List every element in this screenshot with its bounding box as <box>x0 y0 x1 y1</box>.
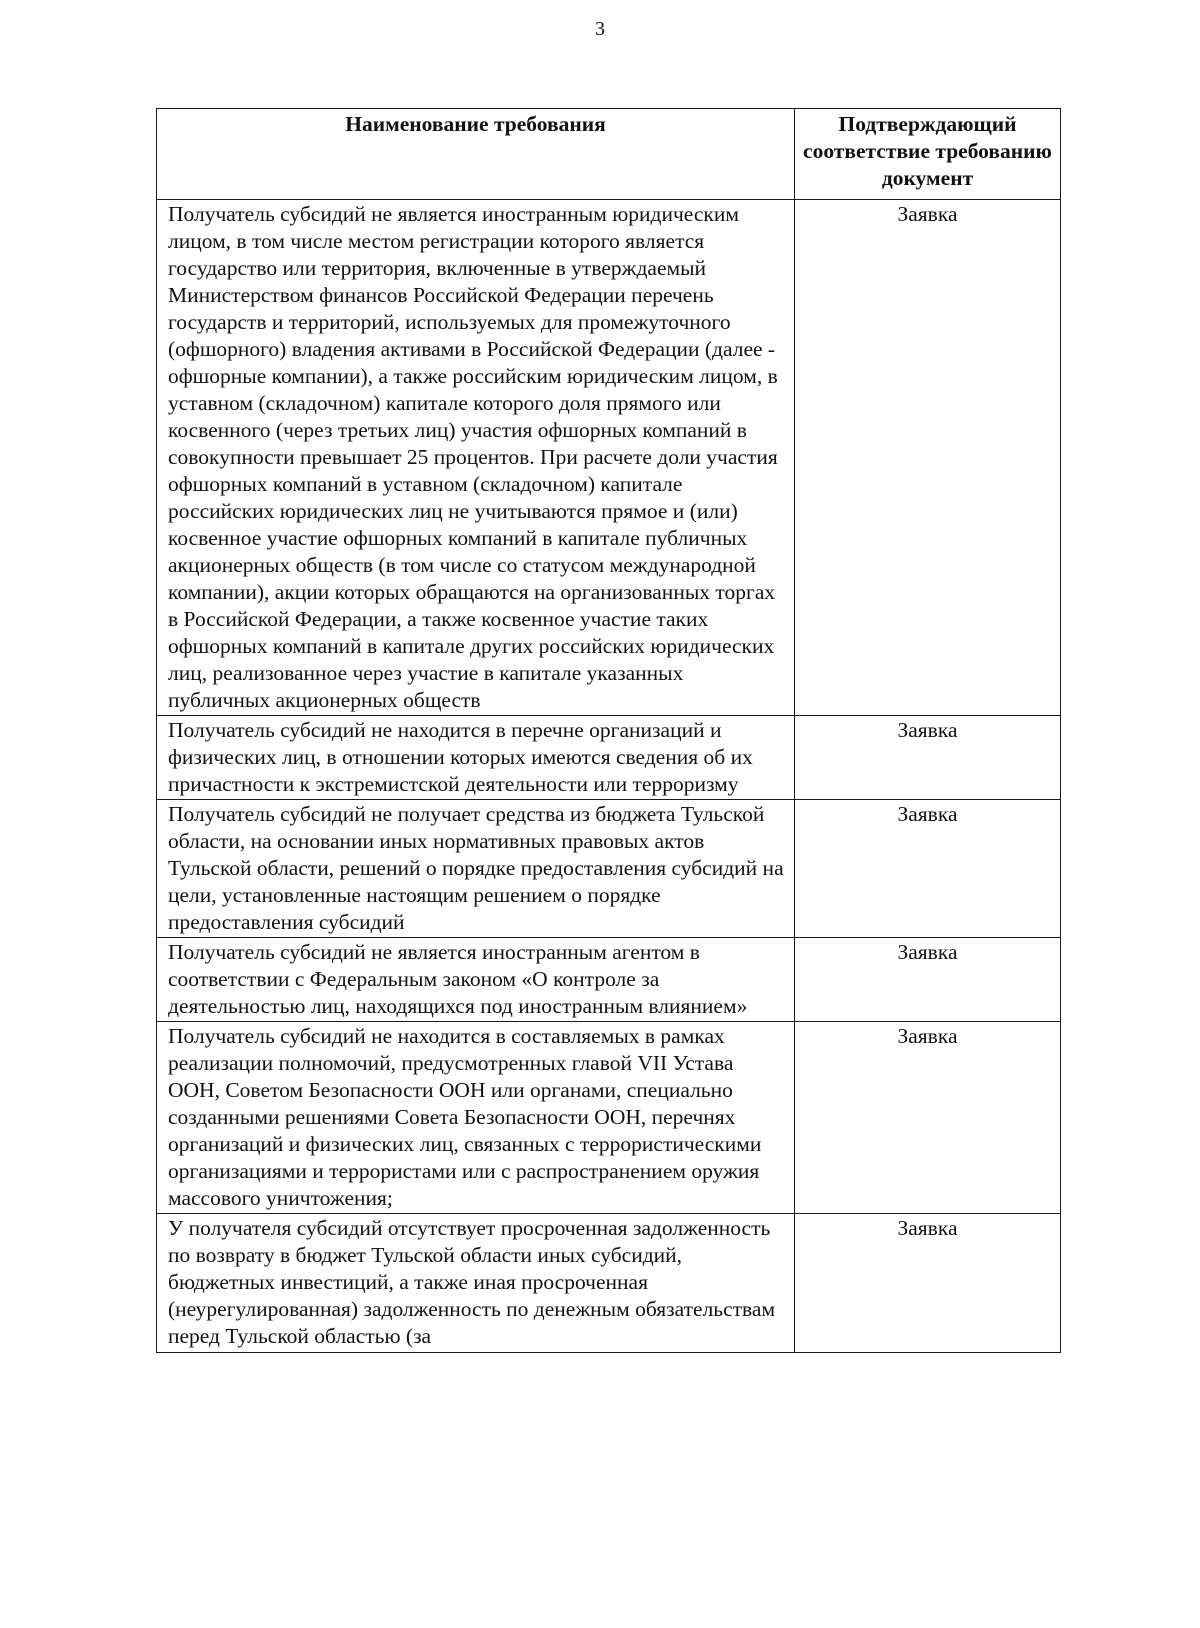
requirements-table <box>156 108 1061 1353</box>
document-cell: Заявка <box>795 200 1061 716</box>
requirement-cell: Получатель субсидий не находится в составляемых в рамках реализации полномочий, предусмотренных главой VII Устава ООН, Советом Безопасности ООН или органами, специально созданными решениями Совета Безопасности ООН, перечнях организаций и физических лиц, связанных с террористическими организациями и террористами или с распространением оружия массового уничтожения; <box>157 1022 795 1214</box>
document-cell: Заявка <box>795 938 1061 1022</box>
header-requirement: Наименование требования <box>157 109 795 200</box>
requirement-cell: Получатель субсидий не получает средства из бюджета Тульской области, на основании иных нормативных правовых актов Тульской области, решений о порядке предоставления субсидий на цели, установленные настоящим решением о порядке предоставления субсидий <box>157 800 795 938</box>
requirement-cell-text: У получателя субсидий отсутствует просроченная задолженность по возврату в бюджет Тульской области иных субсидий, бюджетных инвестиций, а также иная просроченная (неурегулированная) задолженность по денежным обязательствам перед Тульской областью (за <box>168 1216 776 1348</box>
requirement-cell <box>157 1214 795 1353</box>
document-cell: Заявка <box>795 1022 1061 1214</box>
requirement-cell: Получатель субсидий не является иностранным юридическим лицом, в том числе местом регистрации которого является государство или территория, включенные в утверждаемый Министерством финансов Российской Федерации перечень государств и территорий, используемых для промежуточного (офшорного) владения активами в Российской Федерации (далее - офшорные компании), а также российским юридическим лицом, в уставном (складочном) капитале которого доля прямого или косвенного (через третьих лиц) участия офшорных компаний в совокупности превышает 25 процентов. При расчете доли участия офшорных компаний в уставном (складочном) капитале российских юридических лиц не учитываются прямое и (или) косвенное участие офшорных компаний в капитале публичных акционерных обществ (в том числе со статусом международной компании), акции которых обращаются на организованных торгах в Российской Федерации, а также косвенное участие таких офшорных компаний в капитале других российских юридических лиц, реализованное через участие в капитале указанных публичных акционерных обществ <box>157 200 795 716</box>
requirement-cell: Получатель субсидий не находится в перечне организаций и физических лиц, в отношении которых имеются сведения об их причастности к экстремистской деятельности или терроризму <box>157 716 795 800</box>
table-row <box>157 938 1061 1022</box>
table-row <box>157 1214 1061 1353</box>
header-document: Подтверждающий соответствие требованию документ <box>795 109 1061 200</box>
table-row <box>157 800 1061 938</box>
table-row <box>157 716 1061 800</box>
document-cell: Заявка <box>795 1214 1061 1353</box>
document-cell: Заявка <box>795 800 1061 938</box>
table-row <box>157 1022 1061 1214</box>
document-cell: Заявка <box>795 716 1061 800</box>
requirement-cell: Получатель субсидий не является иностранным агентом в соответствии с Федеральным законом «О контроле за деятельностью лиц, находящихся под иностранным влиянием» <box>157 938 795 1022</box>
page-number: 3 <box>595 18 605 40</box>
table-header-row <box>157 109 1061 200</box>
table-row <box>157 200 1061 716</box>
